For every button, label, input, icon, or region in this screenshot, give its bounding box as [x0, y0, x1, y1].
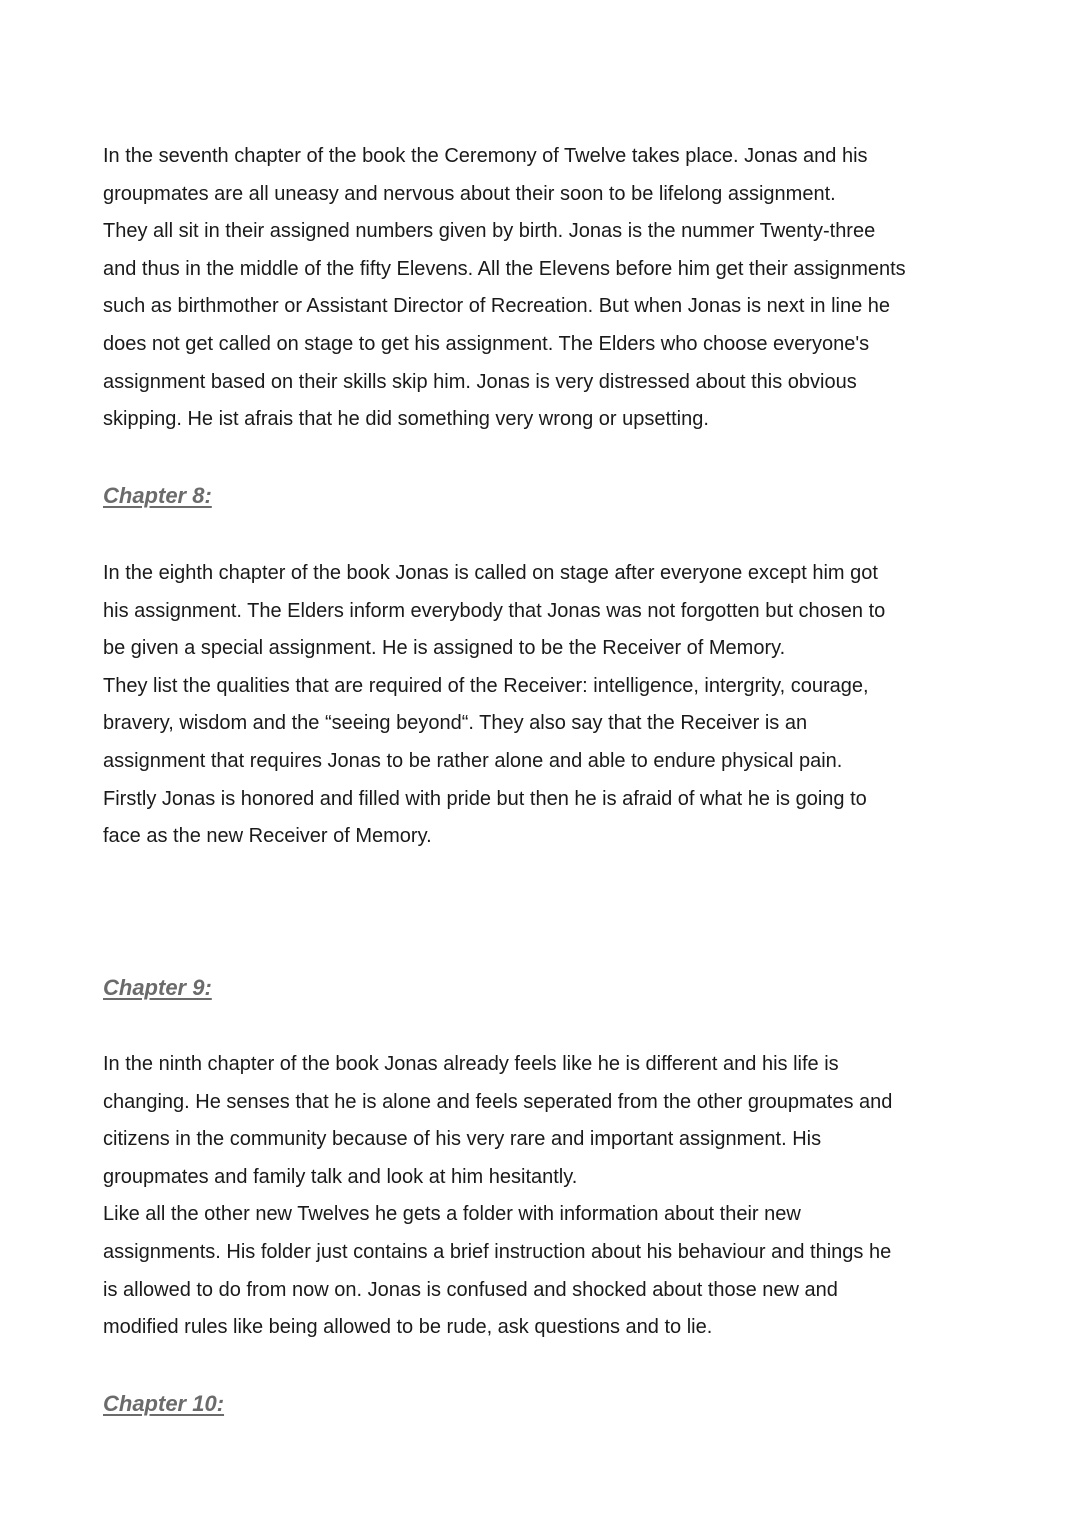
paragraph-line: Firstly Jonas is honored and filled with pride but then he is afraid of what he is going to [103, 787, 867, 810]
paragraph-line: modified rules like being allowed to be rude, ask questions and to lie. [103, 1316, 713, 1339]
chapter-7-paragraph [103, 138, 906, 439]
paragraph-line: assignments. His folder just contains a brief instruction about his behaviour and things he [103, 1240, 892, 1263]
paragraph-line: They list the qualities that are required of the Receiver: intelligence, intergrity, courage, [103, 674, 869, 697]
paragraph-line: face as the new Receiver of Memory. [103, 825, 432, 848]
chapter-9-paragraph [103, 1046, 892, 1347]
paragraph-line: skipping. He ist afrais that he did something very wrong or upsetting. [103, 408, 709, 431]
paragraph-line: They all sit in their assigned numbers given by birth. Jonas is the nummer Twenty-three [103, 220, 876, 243]
paragraph-line: In the seventh chapter of the book the Ceremony of Twelve takes place. Jonas and his [103, 145, 868, 167]
paragraph-line: citizens in the community because of his very rare and important assignment. His [103, 1128, 822, 1151]
paragraph-line: such as birthmother or Assistant Director of Recreation. But when Jonas is next in line he [103, 295, 891, 318]
paragraph-line: groupmates and family talk and look at him hesitantly. [103, 1165, 578, 1188]
paragraph-line: assignment based on their skills skip him. Jonas is very distressed about this obvious [103, 370, 857, 393]
paragraph-line: assignment that requires Jonas to be rather alone and able to endure physical pain. [103, 749, 843, 772]
paragraph-line: changing. He senses that he is alone and feels seperated from the other groupmates and [103, 1090, 893, 1113]
paragraph-line: In the eighth chapter of the book Jonas is called on stage after everyone except him got [103, 562, 878, 584]
chapter-9-heading: Chapter 9: [103, 975, 212, 1000]
paragraph-line: In the ninth chapter of the book Jonas already feels like he is different and his life is [103, 1053, 839, 1075]
paragraph-line: and thus in the middle of the fifty Elevens. All the Elevens before him get their assignments [103, 257, 906, 280]
paragraph-line: does not get called on stage to get his assignment. The Elders who choose everyone's [103, 332, 870, 355]
paragraph-line: bravery, wisdom and the “seeing beyond“. They also say that the Receiver is an [103, 712, 808, 735]
paragraph-line: his assignment. The Elders inform everybody that Jonas was not forgotten but chosen to [103, 599, 886, 622]
paragraph-line: groupmates are all uneasy and nervous about their soon to be lifelong assignment. [103, 182, 836, 205]
chapter-8-paragraph [103, 555, 885, 856]
chapter-8-heading: Chapter 8: [103, 483, 212, 508]
chapter-10-heading: Chapter 10: [103, 1391, 225, 1416]
paragraph-line: be given a special assignment. He is assigned to be the Receiver of Memory. [103, 637, 786, 660]
paragraph-line: Like all the other new Twelves he gets a folder with information about their new [103, 1203, 801, 1226]
paragraph-line: is allowed to do from now on. Jonas is confused and shocked about those new and [103, 1278, 838, 1301]
